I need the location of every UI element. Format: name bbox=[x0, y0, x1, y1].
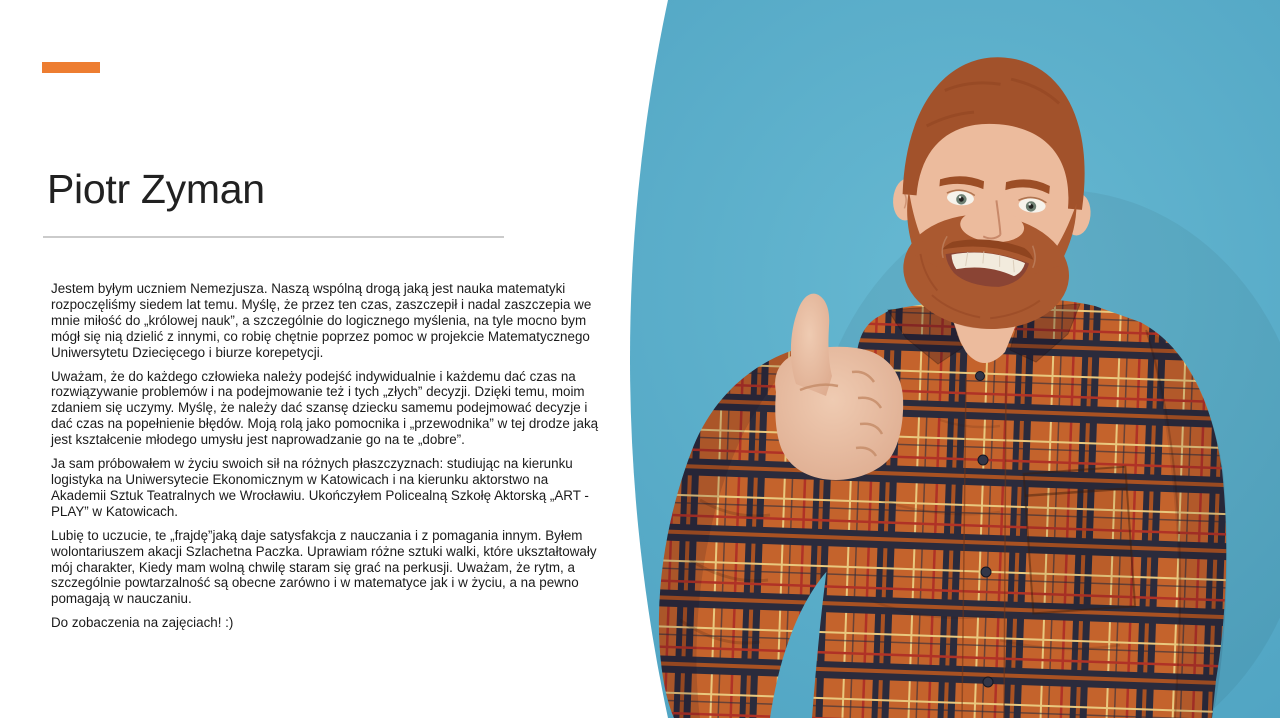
bio-paragraph: Jestem byłym uczniem Nemezjusza. Naszą wspólną drogą jaką jest nauka matematyki rozpoczęliśmy siedem lat temu. Myślę, że przez ten czas, zaszczepił i nadal zaszczepia we mnie miłość do „królowej nauk”, a szczególnie do logicznego myślenia, na tyle mocno bym mógł się nią dzielić z innymi, co robię chętnie poprzez pomoc w projekcie Matematycznego Uniwersytetu Dziecięcego i biurze korepetycji. bbox=[51, 281, 592, 360]
chest-pocket bbox=[1024, 467, 1136, 614]
bio-paragraph: Ja sam próbowałem w życiu swoich sił na różnych płaszczyznach: studiując na kierunku logistyka na Uniwersytecie Ekonomicznym w Katowicach i na kierunku aktorstwo na Akademii Sztuk Teatralnych we Wrocławiu. Ukończyłem Policealną Szkołę Aktorską „ART - PLAY” w Katowicach. bbox=[51, 456, 589, 519]
bio-paragraph: Uważam, że do każdego człowieka należy podejść indywidualnie i każdemu dać czas na rozwiązywanie problemów i na podejmowanie też i tych „złych” decyzji. Dzięki temu, moim zdaniem się uczymy. Myślę, że należy dać szansę dziecku samemu podejmować decyzje i dać czas na popełnienie błędów. Moją rolą jako pomocnika i „przewodnika” w tej drodze jaką jest kształcenie młodego umysłu jest naprowadzanie go na te „dobre”. bbox=[51, 368, 599, 448]
bio-paragraph: Lubię to uczucie, te „frajdę”jaką daje satysfakcja z nauczania i z pomagania innym. Byłem wolontariuszem akacji Szlachetna Paczka. Uprawiam różne sztuki walki, które ukształtowały mój charakter, Kiedy mam wolną chwilę staram się grać na perkusji. Uważam, że rytm, a szczególnie powtarzalność są obecne zarówno i w matematyce jak i w życiu, a na pewno pomagają w nauczaniu. bbox=[51, 527, 597, 607]
accent-bar bbox=[42, 62, 100, 73]
bio-text-block bbox=[51, 281, 599, 631]
title-divider bbox=[43, 236, 504, 238]
slide-title: Piotr Zyman bbox=[47, 166, 265, 212]
bio-paragraph: Do zobaczenia na zajęciach! :) bbox=[51, 615, 234, 631]
